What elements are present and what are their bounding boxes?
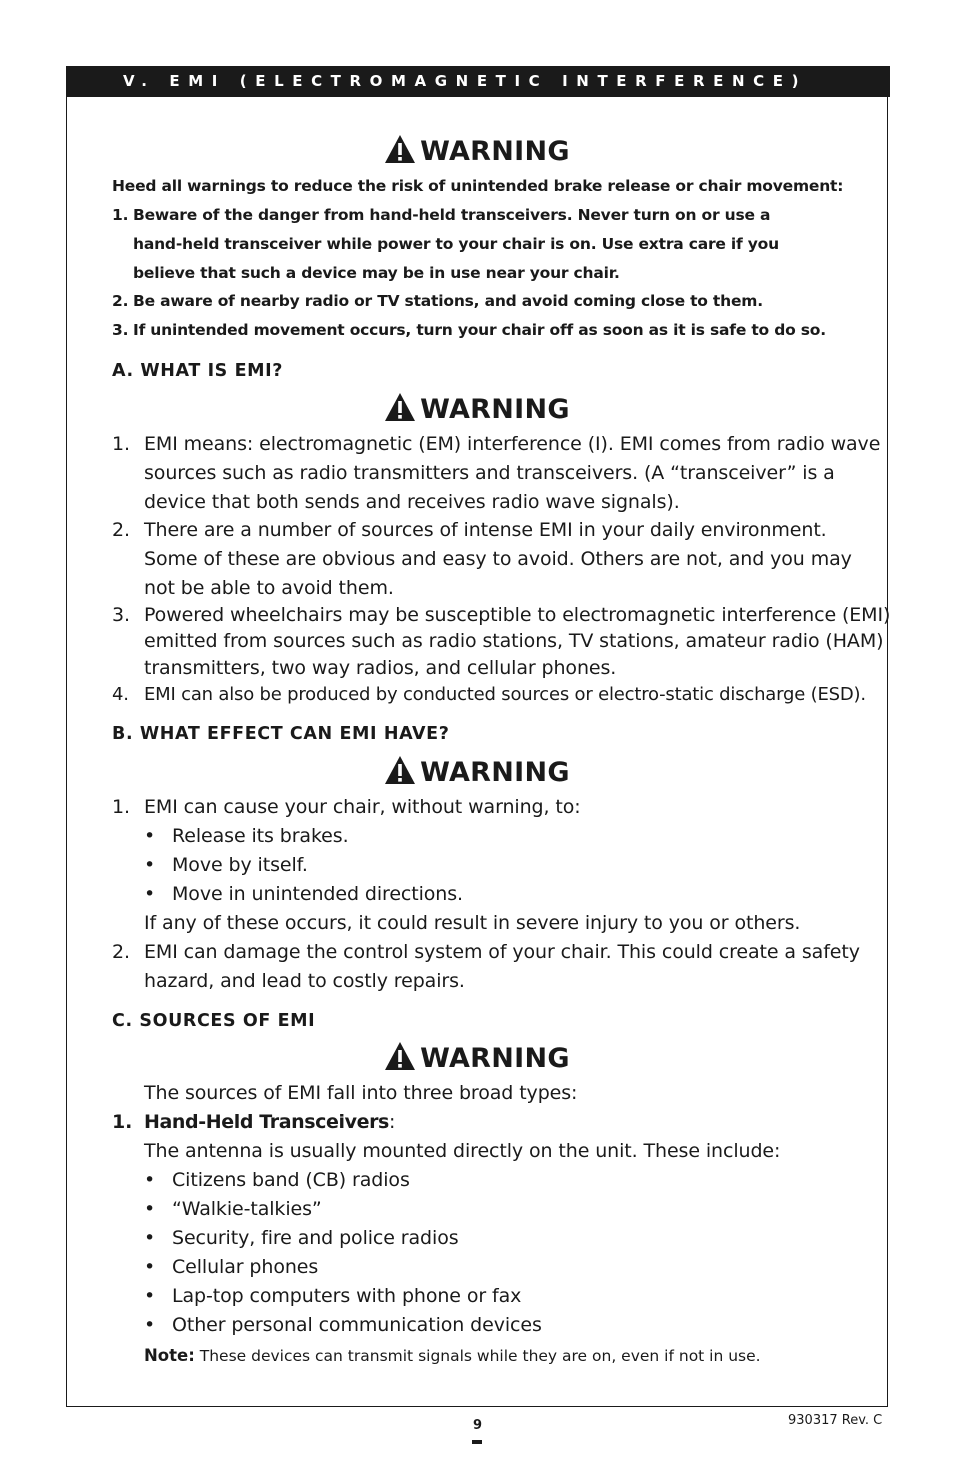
- bullet-glyph: •: [144, 883, 156, 905]
- list-item-text: hazard, and lead to costly repairs.: [144, 970, 465, 992]
- sub-intro: The antenna is usually mounted directly on the unit. These include:: [144, 1140, 781, 1162]
- bullet-item: Cellular phones: [172, 1256, 319, 1278]
- section-a-heading: A. WHAT IS EMI?: [112, 361, 284, 381]
- intro-warning-lead: Heed all warnings to reduce the risk of unintended brake release or chair movement:: [112, 177, 844, 195]
- list-item-number: 1.: [112, 796, 130, 818]
- list-item-text: sources such as radio transmitters and transceivers. (A “transceiver” is a: [144, 462, 835, 484]
- revision-code: 930317 Rev. C: [788, 1413, 883, 1428]
- bullet-item: Release its brakes.: [172, 825, 349, 847]
- list-item-text: EMI can cause your chair, without warning, to:: [144, 796, 581, 818]
- warning-label: WARNING: [420, 757, 570, 788]
- list-item-number: 3.: [112, 321, 129, 339]
- bullet-item: Security, fire and police radios: [172, 1227, 459, 1249]
- warning-heading: [0, 392, 954, 426]
- bullet-glyph: •: [144, 1198, 156, 1220]
- warning-label: WARNING: [420, 1043, 570, 1074]
- list-item-number: 1.: [112, 206, 129, 224]
- warning-triangle-icon: [384, 134, 416, 164]
- section-c-heading: C. SOURCES OF EMI: [112, 1011, 316, 1031]
- bullet-glyph: •: [144, 854, 156, 876]
- list-item-text: If any of these occurs, it could result in severe injury to you or others.: [144, 912, 801, 934]
- bullet-item: Lap-top computers with phone or fax: [172, 1285, 522, 1307]
- warning-label: WARNING: [420, 394, 570, 425]
- bullet-glyph: •: [144, 1169, 156, 1191]
- list-item-text: Powered wheelchairs may be susceptible to electromagnetic interference (EMI): [144, 604, 891, 626]
- list-item-text: believe that such a device may be in use near your chair.: [133, 264, 620, 282]
- sub-heading: Hand-Held Transceivers: [144, 1111, 389, 1133]
- bullet-item: “Walkie-talkies”: [172, 1198, 322, 1220]
- warning-heading: [0, 134, 954, 168]
- list-item-number: 2.: [112, 941, 130, 963]
- list-item-text: Some of these are obvious and easy to avoid. Others are not, and you may: [144, 548, 852, 570]
- warning-triangle-icon: [384, 1041, 416, 1071]
- list-item-number: 3.: [112, 604, 130, 626]
- sources-intro: The sources of EMI fall into three broad types:: [144, 1082, 578, 1104]
- warning-heading: [0, 1041, 954, 1075]
- list-item-text: device that both sends and receives radio wave signals).: [144, 491, 680, 513]
- section-b-heading: B. WHAT EFFECT CAN EMI HAVE?: [112, 724, 450, 744]
- note-line: [144, 1346, 761, 1365]
- list-item-text: Be aware of nearby radio or TV stations, and avoid coming close to them.: [133, 292, 763, 310]
- bullet-glyph: •: [144, 1314, 156, 1336]
- bullet-item: Move by itself.: [172, 854, 308, 876]
- note-label: Note:: [144, 1346, 195, 1365]
- list-item-text: EMI means: electromagnetic (EM) interference (I). EMI comes from radio wave: [144, 433, 881, 455]
- bullet-glyph: •: [144, 1256, 156, 1278]
- list-item-number: 1.: [112, 1111, 133, 1133]
- list-item-text: EMI can damage the control system of your chair. This could create a safety: [144, 941, 860, 963]
- sub-heading-colon: :: [388, 1111, 396, 1133]
- bullet-item: Move in unintended directions.: [172, 883, 463, 905]
- warning-label: WARNING: [420, 136, 570, 167]
- list-item-text: There are a number of sources of intense EMI in your daily environment.: [144, 519, 827, 541]
- list-item-text: If unintended movement occurs, turn your chair off as soon as it is safe to do so.: [133, 321, 826, 339]
- list-item-number: 4.: [112, 684, 129, 705]
- page-number-dash: [472, 1440, 482, 1444]
- warning-triangle-icon: [384, 392, 416, 422]
- list-item-number: 2.: [112, 292, 129, 310]
- bullet-glyph: •: [144, 825, 156, 847]
- bullet-item: Citizens band (CB) radios: [172, 1169, 410, 1191]
- list-item-number: 1.: [112, 433, 130, 455]
- list-item-text: hand-held transceiver while power to your chair is on. Use extra care if you: [133, 235, 779, 253]
- list-item-text: EMI can also be produced by conducted sources or electro-static discharge (ESD).: [144, 684, 866, 705]
- list-item-text: not be able to avoid them.: [144, 577, 394, 599]
- warning-heading: [0, 755, 954, 789]
- warning-triangle-icon: [384, 755, 416, 785]
- section-title-bar: V. EMI (ELECTROMAGNETIC INTERFERENCE): [66, 66, 890, 97]
- list-item-number: 2.: [112, 519, 130, 541]
- note-text: These devices can transmit signals while they are on, even if not in use.: [194, 1347, 761, 1365]
- page-number: 9: [473, 1418, 483, 1433]
- list-item-text: Beware of the danger from hand-held transceivers. Never turn on or use a: [133, 206, 771, 224]
- bullet-glyph: •: [144, 1227, 156, 1249]
- list-item-text: transmitters, two way radios, and cellular phones.: [144, 657, 617, 679]
- list-item-text: emitted from sources such as radio stations, TV stations, amateur radio (HAM): [144, 630, 884, 652]
- bullet-item: Other personal communication devices: [172, 1314, 542, 1336]
- sub-heading-line: [144, 1111, 395, 1133]
- bullet-glyph: •: [144, 1285, 156, 1307]
